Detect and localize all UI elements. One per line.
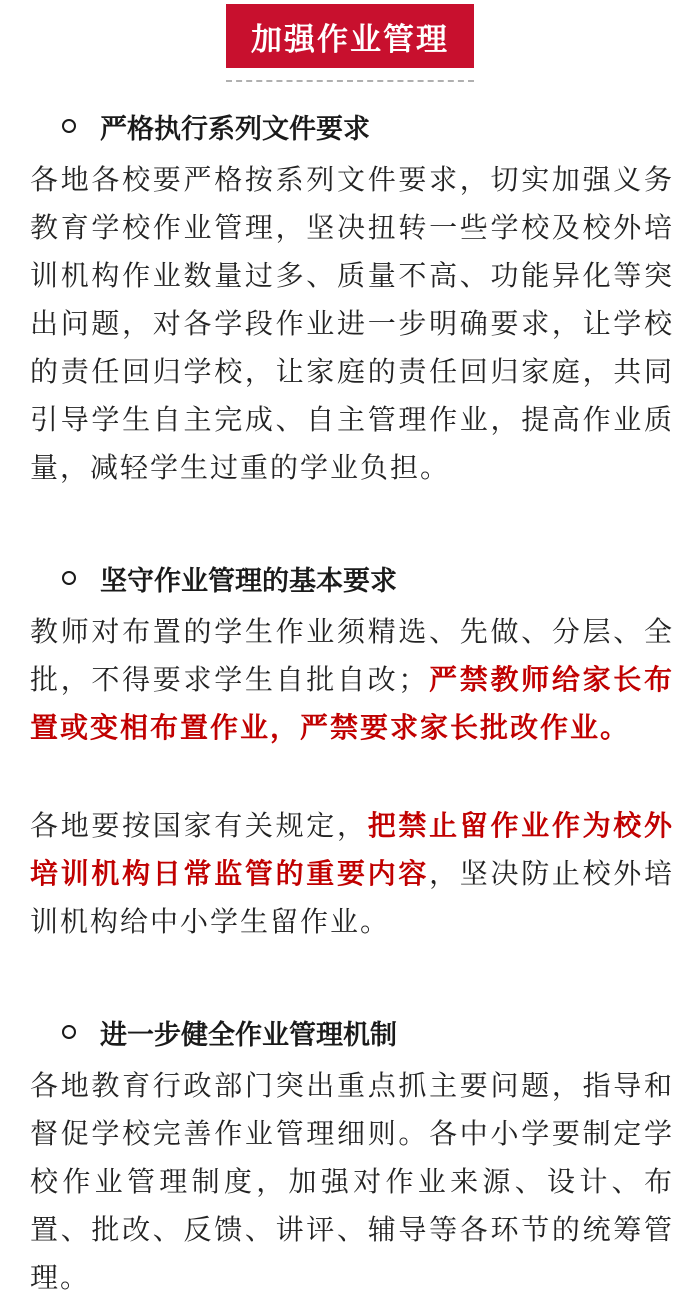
banner-title: 加强作业管理 bbox=[226, 4, 474, 68]
circle-bullet-icon bbox=[62, 1025, 76, 1039]
banner-dashed-underline bbox=[226, 80, 474, 82]
section-paragraph bbox=[30, 802, 674, 946]
section-heading bbox=[62, 96, 674, 156]
paragraph-text: 各地要按国家有关规定， bbox=[30, 809, 368, 842]
section-heading-text: 进一步健全作业管理机制 bbox=[100, 1019, 397, 1051]
section-strict-requirements bbox=[30, 96, 674, 492]
highlighted-text: 把禁止留作业作为校外培训机构日常监管的重要内容 bbox=[30, 809, 674, 890]
circle-bullet-icon bbox=[62, 119, 76, 133]
highlighted-text: 严禁教师给家长布置或变相布置作业，严禁要求家长批改作业。 bbox=[30, 663, 674, 744]
circle-bullet-icon bbox=[62, 571, 76, 585]
section-paragraph: 各地教育行政部门突出重点抓主要问题，指导和督促学校完善作业管理细则。各中小学要制定学校作业管理制度，加强对作业来源、设计、布置、批改、反馈、讲评、辅导等各环节的统筹管理。 bbox=[30, 1069, 674, 1294]
section-heading bbox=[62, 548, 674, 608]
section-management-mechanism bbox=[30, 1002, 674, 1302]
section-basic-requirements bbox=[30, 548, 674, 946]
paragraph-text: ，坚决防止校外培训机构给中小学生留作业。 bbox=[30, 857, 674, 938]
section-heading-text: 坚守作业管理的基本要求 bbox=[100, 565, 397, 597]
paragraph-text: 教师对布置的学生作业须精选、先做、分层、全批，不得要求学生自批自改； bbox=[30, 615, 674, 696]
section-heading bbox=[62, 1002, 674, 1062]
section-paragraph bbox=[30, 608, 674, 752]
section-heading-text: 严格执行系列文件要求 bbox=[100, 113, 370, 145]
banner-header bbox=[0, 0, 700, 90]
section-paragraph: 各地各校要严格按系列文件要求，切实加强义务教育学校作业管理，坚决扭转一些学校及校外培训机构作业数量过多、质量不高、功能异化等突出问题，对各学段作业进一步明确要求，让学校的责任回归学校，让家庭的责任回归家庭，共同引导学生自主完成、自主管理作业，提高作业质量，减轻学生过重的学业负担。 bbox=[30, 163, 674, 484]
article-body bbox=[30, 96, 674, 1302]
